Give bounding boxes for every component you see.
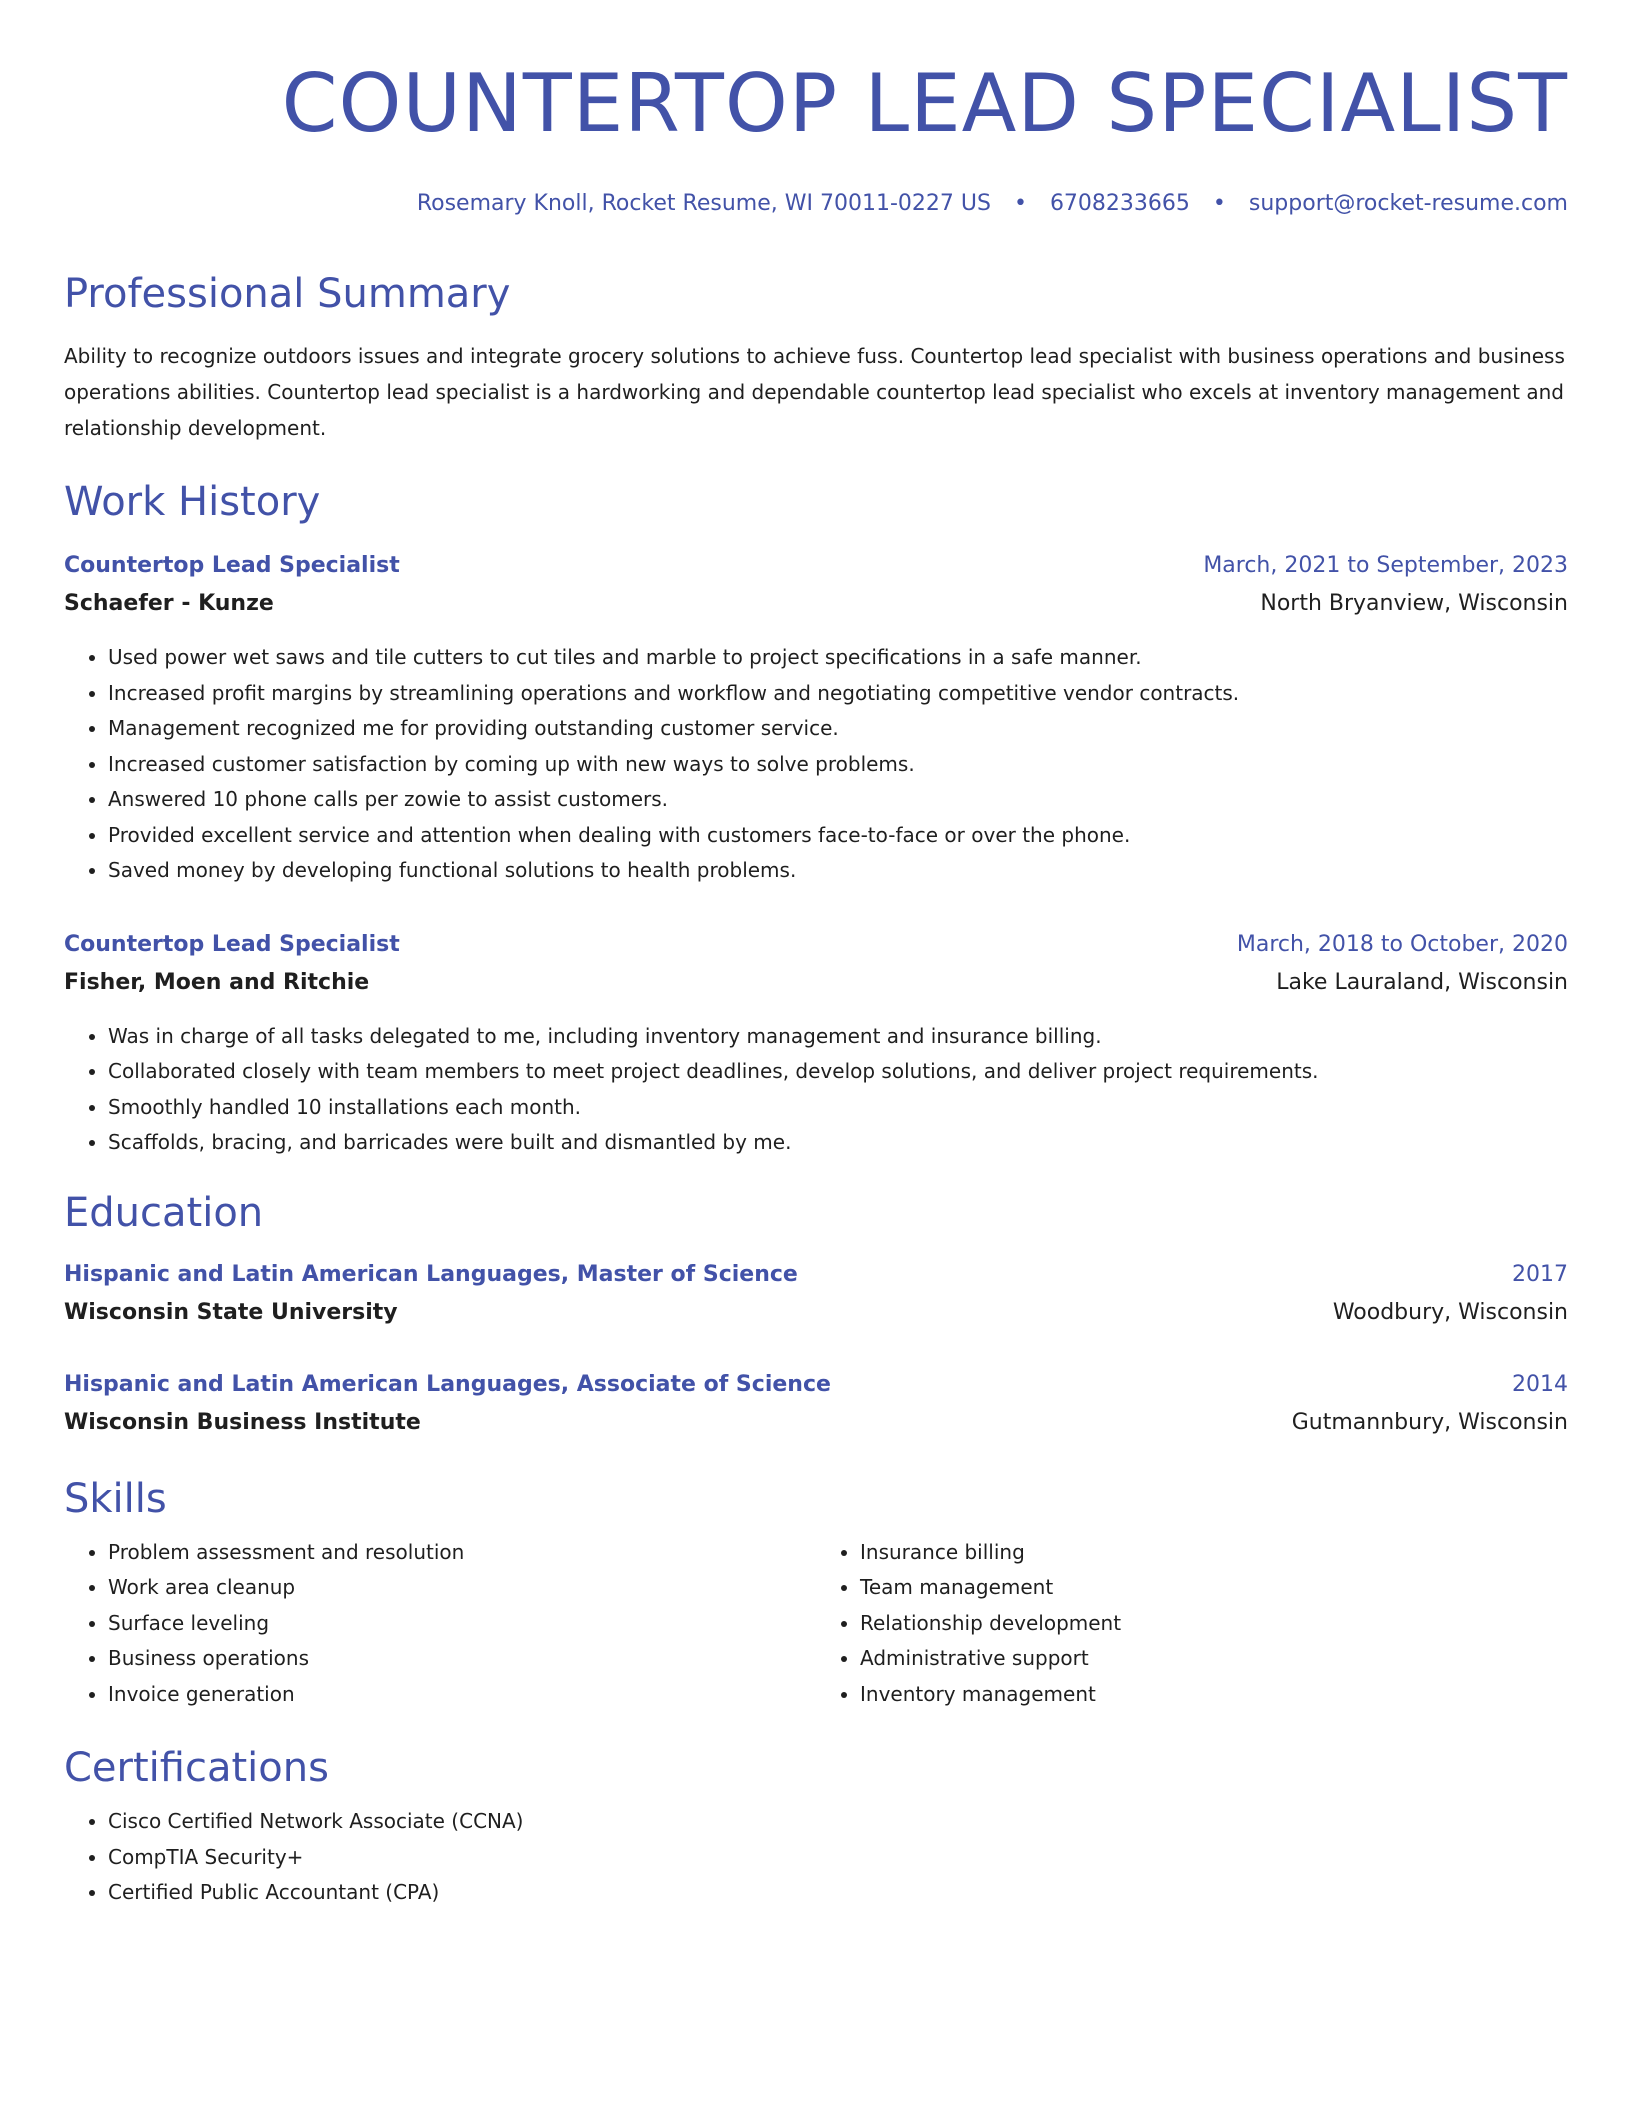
work-history-section [64,476,1568,1161]
list-item: • Insurance billing [860,1535,1568,1571]
contact-separator: • [1013,191,1027,216]
list-item: • Surface leveling [108,1606,816,1642]
list-item: • Problem assessment and resolution [108,1535,816,1571]
list-item: • Inventory management [860,1677,1568,1713]
work-history-heading: Work History [64,479,321,525]
job-company-row [64,584,1568,624]
certifications-list [64,1804,1568,1911]
contact-address: Rosemary Knoll, Rocket Resume, WI 70011-0227 US [416,191,991,216]
skills-columns [64,1535,1568,1713]
contact-phone: 6708233665 [1049,191,1190,216]
education-school-row [64,1293,1568,1333]
resume-header [64,0,1568,220]
job-title: Countertop Lead Specialist [64,553,400,578]
job-dates: March, 2018 to October, 2020 [1236,931,1568,957]
list-item: • Increased profit margins by streamlining operations and workflow and negotiating competitive vendor contracts. [108,676,1568,712]
job-title: Countertop Lead Specialist [64,931,400,957]
job-header-row [64,548,1568,584]
list-item: • Work area cleanup [108,1570,816,1606]
candidate-name: COUNTERTOP LEAD SPECIALIST [281,57,1568,150]
list-item: • Relationship development [860,1606,1568,1642]
skills-list-left [64,1535,816,1713]
education-header-row [64,1257,1568,1293]
school-location: Gutmannbury, Wisconsin [1291,1409,1568,1435]
school-location: Woodbury, Wisconsin [1332,1299,1568,1325]
list-item: • Business operations [108,1641,816,1677]
summary-section [64,268,1568,446]
certifications-section [64,1742,1568,1911]
education-entry [64,1367,1568,1443]
contact-email: support@rocket-resume.com [1248,191,1568,216]
list-item: • Provided excellent service and attention when dealing with customers face-to-face or over the phone. [108,818,1568,854]
certifications-heading: Certifications [64,1745,329,1791]
job-bullets [64,640,1568,889]
job-bullets [64,1019,1568,1161]
list-item: • Collaborated closely with team members to meet project deadlines, develop solutions, and deliver project requirements. [108,1054,1568,1090]
list-item: • Cisco Certified Network Associate (CCNA) [108,1804,1568,1840]
education-entry [64,1257,1568,1333]
list-item: • Invoice generation [108,1677,816,1713]
job-dates: March, 2021 to September, 2023 [1203,553,1568,578]
graduation-year: 2017 [1512,1261,1568,1287]
list-item: • Administrative support [860,1641,1568,1677]
list-item: • CompTIA Security+ [108,1840,1568,1876]
job-company-row [64,963,1568,1003]
list-item: • Increased customer satisfaction by coming up with new ways to solve problems. [108,747,1568,783]
summary-text: Ability to recognize outdoors issues and integrate grocery solutions to achieve fuss. Countertop lead specialist with business operations and business operations abilities. Countertop lead specialist is a hardworking and dependable countertop lead specialist who excels at inventory management and relationship development. [64,344,1565,440]
list-item: • Used power wet saws and tile cutters to cut tiles and marble to project specifications in a safe manner. [108,640,1568,676]
education-section [64,1187,1568,1443]
list-item: • Smoothly handled 10 installations each month. [108,1090,1568,1126]
list-item: • Certified Public Accountant (CPA) [108,1875,1568,1911]
list-item: • Was in charge of all tasks delegated to me, including inventory management and insurance billing. [108,1019,1568,1055]
school-name: Wisconsin State University [64,1299,398,1325]
degree-title: Hispanic and Latin American Languages, Associate of Science [64,1371,831,1397]
job-location: North Bryanview, Wisconsin [1260,591,1568,616]
list-item: • Team management [860,1570,1568,1606]
job-entry [64,548,1568,889]
education-school-row [64,1403,1568,1443]
contact-separator: • [1212,191,1226,216]
list-item: • Saved money by developing functional solutions to health problems. [108,853,1568,889]
contact-line [64,188,1568,220]
education-heading: Education [64,1189,264,1236]
education-header-row [64,1367,1568,1403]
job-location: Lake Lauraland, Wisconsin [1276,969,1568,995]
summary-heading: Professional Summary [64,271,511,317]
list-item: • Answered 10 phone calls per zowie to assist customers. [108,782,1568,818]
job-company: Schaefer - Kunze [64,591,274,616]
skills-list-right [816,1535,1568,1713]
list-item: • Scaffolds, bracing, and barricades were built and dismantled by me. [108,1125,1568,1161]
job-company: Fisher, Moen and Ritchie [64,969,370,995]
skills-section [64,1473,1568,1713]
list-item: • Management recognized me for providing outstanding customer service. [108,711,1568,747]
degree-title: Hispanic and Latin American Languages, Master of Science [64,1261,798,1287]
school-name: Wisconsin Business Institute [64,1409,421,1435]
job-header-row [64,927,1568,963]
job-entry [64,927,1568,1161]
graduation-year: 2014 [1512,1371,1568,1397]
skills-heading: Skills [64,1475,167,1522]
